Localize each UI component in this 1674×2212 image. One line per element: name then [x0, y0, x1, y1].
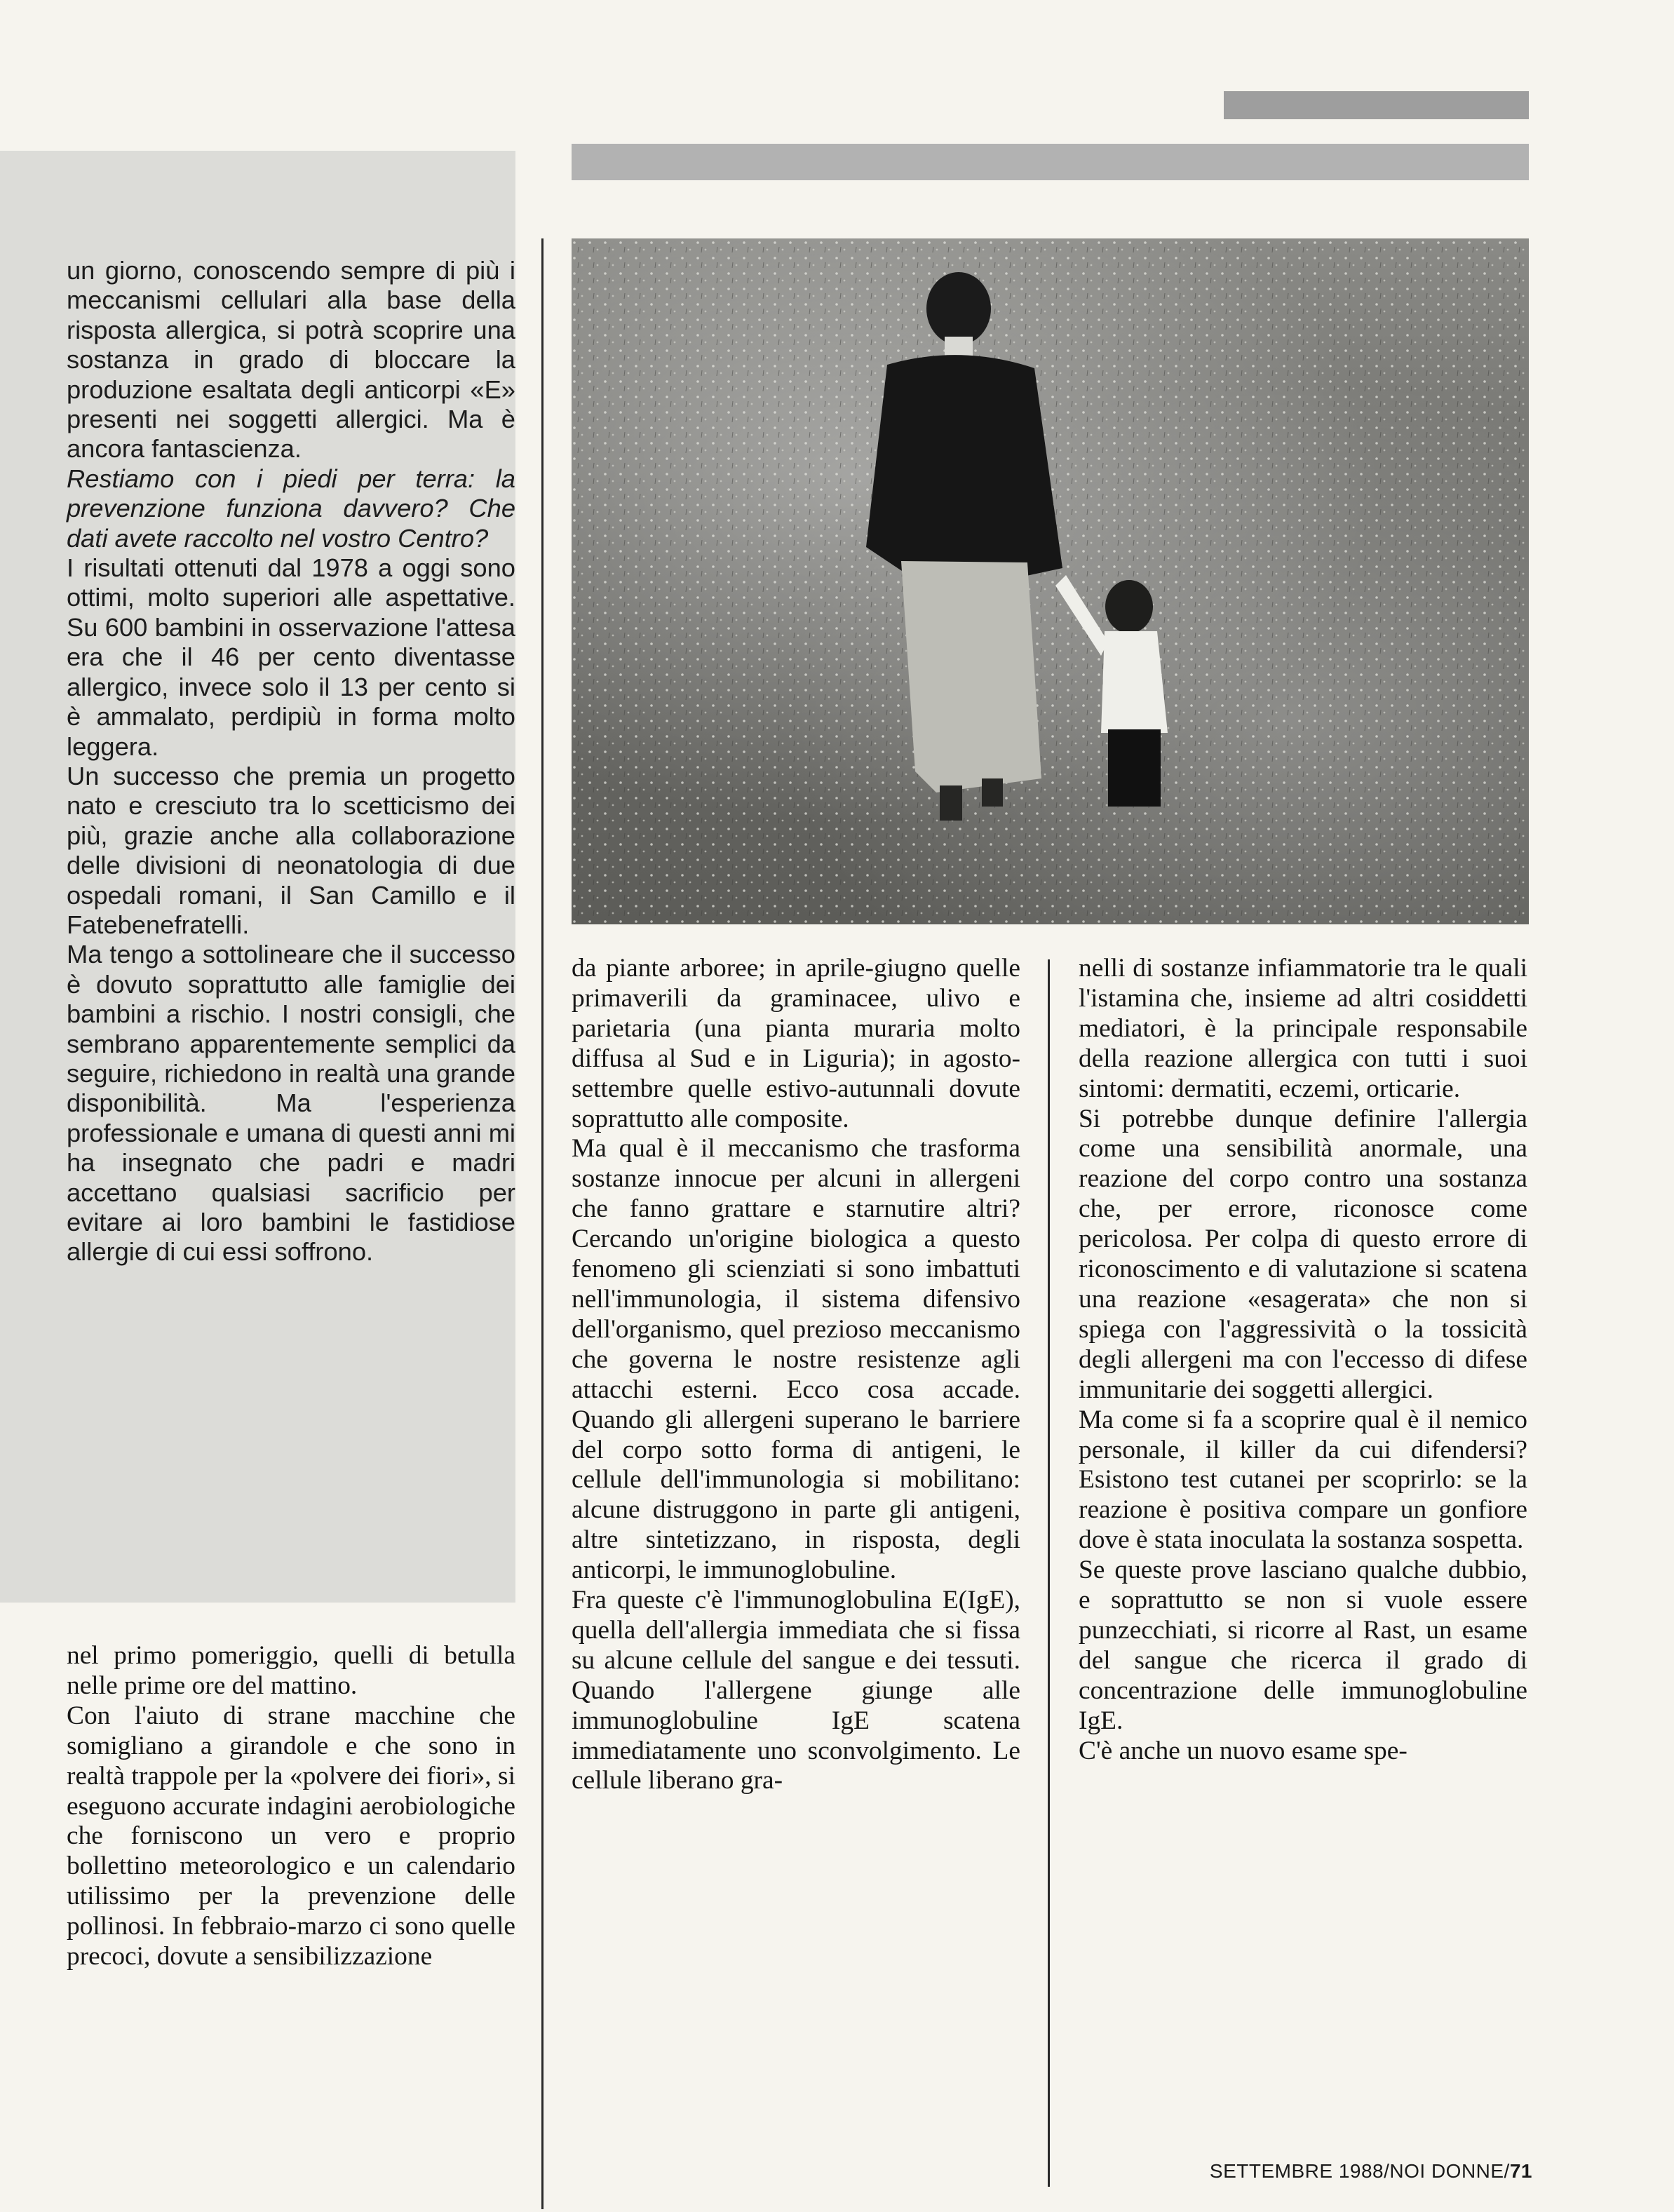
sidebar-paragraph: un giorno, conoscendo sempre di più i meccanismi cellulari alla base della risposta allergica, si potrà scoprire una sostanza in grado di bloccare la produzione esaltata degli anticorpi «E» presenti nei soggetti allergici. Ma è ancora fantascienza.	[67, 256, 515, 464]
article-paragraph: Si potrebbe dunque definire l'allergia come una sensibilità anormale, una reazione del corpo contro una sostanza che, per errore, riconosce come pericolosa. Per colpa di questo errore di riconoscimento e di valutazione si scatena una reazione «esagerata» che non si spiega con l'aggressività o la tossicità degli allergeni ma con l'eccesso di difese immunitarie dei soggetti allergici.	[1079, 1104, 1527, 1404]
article-paragraph: C'è anche un nuovo esame spe-	[1079, 1736, 1408, 1765]
article-column-left	[67, 1641, 515, 1972]
section-header-tab	[1224, 91, 1529, 119]
meadow-photo	[572, 238, 1529, 924]
footer-issue: SETTEMBRE 1988/NOI DONNE/	[1209, 2160, 1510, 2182]
column-divider	[1048, 959, 1050, 2187]
sidebar-paragraph: Un successo che premia un progetto nato e cresciuto tra lo scetticismo dei più, grazie anche alla collaborazione delle divisioni di neonatologia di due ospedali romani, il San Camillo e il Fatebenefratelli.	[67, 761, 515, 939]
section-header-band	[572, 144, 1529, 180]
article-paragraph: Con l'aiuto di strane macchine che somigliano a girandole e che sono in realtà trappole per la «polvere dei fiori», si eseguono accurate indagini aerobiologiche che forniscono un vero e proprio bollettino meteorologico e un calendario utilissimo per la prevenzione delle pollinosi. In febbraio-marzo ci sono quelle precoci, dovute a sensibilizzazione	[67, 1701, 515, 1971]
interview-sidebar-text	[67, 256, 515, 1267]
page-number: 71	[1509, 2160, 1532, 2182]
article-paragraph: nel primo pomeriggio, quelli di betulla nelle prime ore del mattino.	[67, 1641, 515, 1700]
article-column-right	[1079, 954, 1527, 1766]
article-paragraph: da piante arboree; in aprile-giugno quelle primaverili da graminacee, ulivo e parietaria (una pianta muraria molto diffusa al Sud e in Liguria); in agosto-settembre quelle estivo-autunnali dovute soprattutto alle composite.	[572, 954, 1020, 1133]
column-divider	[541, 238, 544, 2209]
article-column-middle	[572, 954, 1020, 1796]
sidebar-question: Restiamo con i piedi per terra: la prevenzione funziona davvero? Che dati avete raccolto nel vostro Centro?	[67, 464, 515, 553]
sidebar-paragraph: Ma tengo a sottolineare che il successo è dovuto soprattutto alle famiglie dei bambini a rischio. I nostri consigli, che sembrano apparentemente semplici da seguire, richiedono in realtà una grande disponibilità. Ma l'esperienza professionale e umana di questi anni mi ha insegnato che padri e madri accettano qualsiasi sacrificio per evitare ai loro bambini le fastidiose allergie di cui essi soffrono.	[67, 940, 515, 1267]
article-paragraph: Se queste prove lasciano qualche dubbio, e soprattutto se non si vuole essere punzecchiati, si ricorre al Rast, un esame del sangue che ricerca il grado di concentrazione delle immunoglobuline IgE.	[1079, 1556, 1527, 1735]
page-footer	[1168, 2160, 1532, 2183]
article-paragraph: Ma come si fa a scoprire qual è il nemico personale, il killer da cui difendersi? Esistono test cutanei per scoprirlo: se la reazione è positiva compare un gonfiore dove è stata inoculata la sostanza sospetta.	[1079, 1405, 1527, 1555]
article-paragraph: nelli di sostanze infiammatorie tra le quali l'istamina che, insieme ad altri cosiddetti mediatori, è la principale responsabile della reazione allergica con tutti i suoi sintomi: dermatiti, eczemi, orticarie.	[1079, 954, 1527, 1103]
article-paragraph: Ma qual è il meccanismo che trasforma sostanze innocue per alcuni in allergeni che fanno grattare e starnutire altri? Cercando un'origine biologica a questo fenomeno gli scienziati si sono imbattuti nell'immunologia, il sistema difensivo dell'organismo, quel prezioso meccanismo che governa le nostre resistenze agli attacchi esterni. Ecco cosa accade. Quando gli allergeni superano le barriere del corpo sotto forma di antigeni, le cellule dell'immunologia si mobilitano: alcune distruggono in parte gli antigeni, altre sintetizzano, in risposta, degli anticorpi, le immunoglobuline.	[572, 1134, 1020, 1585]
article-paragraph: Fra queste c'è l'immunoglobulina E(IgE), quella dell'allergia immediata che si fissa su alcune cellule del sangue e dei tessuti. Quando l'allergene giunge alle immunoglobuline IgE scatena immediatamente uno sconvolgimento. Le cellule liberano gra-	[572, 1586, 1020, 1795]
meadow-photo-illustration	[572, 238, 1529, 924]
sidebar-paragraph: I risultati ottenuti dal 1978 a oggi sono ottimi, molto superiori alle aspettative. Su 600 bambini in osservazione l'attesa era che il 46 per cento diventasse allergico, invece solo il 13 per cento si è ammalato, perdipiù in forma molto leggera.	[67, 553, 515, 761]
